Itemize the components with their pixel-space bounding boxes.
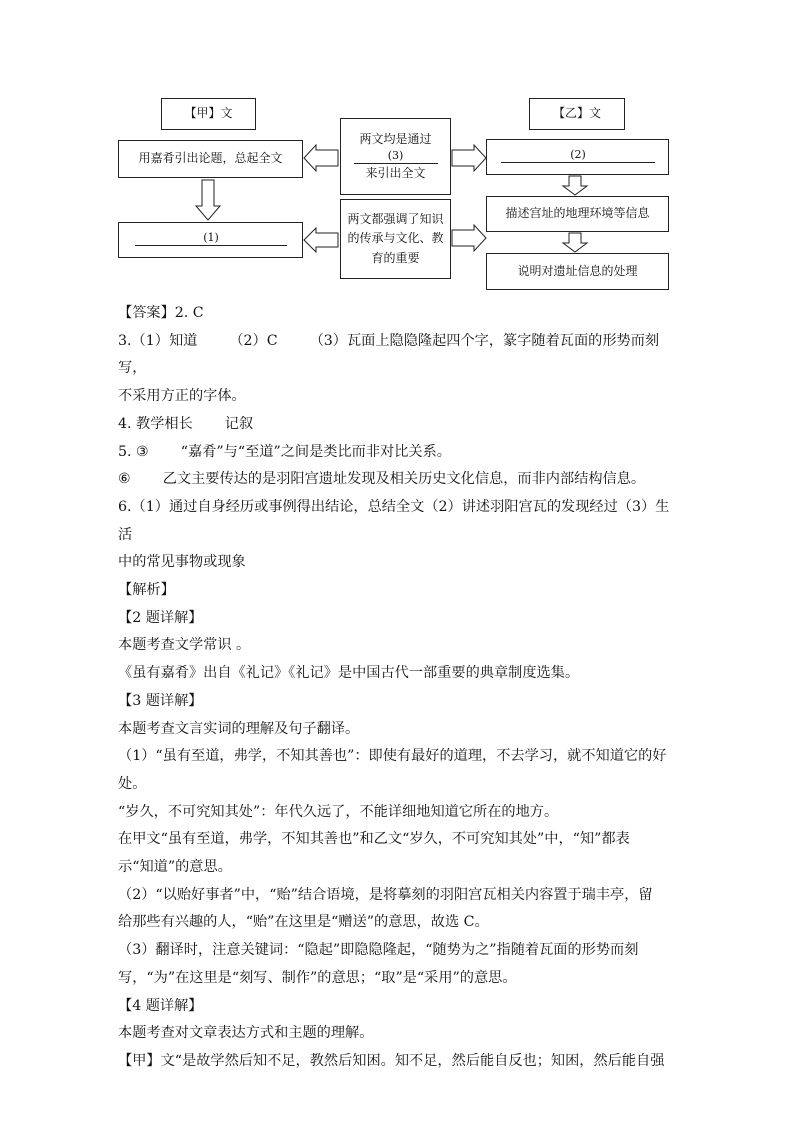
detail-3-p5b: 给那些有兴趣的人，“贻”在这里是“赠送”的意思，故选 C。: [118, 914, 489, 931]
q5-line1: [118, 439, 678, 467]
detail-3-p4b: 示“知道”的意思。: [118, 859, 232, 876]
center-bottom-box: [340, 199, 451, 279]
q3-a: 3.（1）知道: [118, 332, 198, 349]
q5-2-text: 乙文主要传达的是羽阳宫遗址发现及相关历史文化信息，而非内部结构信息。: [162, 471, 646, 488]
center-top-line3: 来引出全文: [365, 166, 426, 180]
detail-2-p1: 本题考查文学常识 。: [118, 637, 251, 654]
q3-line2: 不采用方正的字体。: [118, 388, 246, 405]
down-arrow-icon: [563, 233, 587, 252]
left-arrow-icon: [304, 145, 338, 171]
yi-step3-text: 说明对遗址信息的处理: [517, 263, 638, 278]
detail-3-p3: “岁久，不可究知其处”：年代久远了，不能详细地知道它所在的地方。: [118, 803, 559, 820]
jia-intro-text: 用嘉肴引出论题，总起全文: [138, 151, 283, 166]
down-arrow-icon: [563, 176, 587, 195]
detail-3-label: 【3 题详解】: [118, 692, 203, 709]
q5-2-num: ⑥: [118, 471, 131, 488]
q3-c: （3）瓦面上隐隐隆起四个字，篆字随着瓦面的形势而刻写，: [118, 332, 660, 377]
center-bottom-text: 两文都强调了知识的传承与文化、教育的重要: [347, 212, 444, 265]
yi-step2-text: 描述宫址的地理环境等信息: [505, 206, 650, 221]
detail-4-p1: 本题考查对文章表达方式和主题的理解。: [118, 1025, 374, 1042]
analysis-label: 【解析】: [118, 582, 175, 599]
answer-label: 【答案】2. C: [118, 305, 204, 321]
q4-line: [118, 411, 678, 439]
q4-b: 记叙: [224, 415, 254, 432]
yi-step3-box: [486, 253, 669, 290]
q6-line1: 6.（1）通过自身经历或事例得出结论，总结全文（2）讲述羽阳宫瓦的发现经过（3）生活: [118, 498, 670, 543]
detail-3-p1: 本题考查文言实词的理解及句子翻译。: [118, 720, 360, 737]
left-arrow-icon: [304, 228, 338, 252]
jia-title: 【甲】文: [184, 106, 233, 121]
center-top-blank: (3): [354, 149, 438, 164]
detail-3-p2b: 处。: [118, 775, 147, 792]
q5-line2: [118, 466, 678, 494]
jia-blank-line: (1): [135, 231, 287, 246]
jia-intro-box: [118, 140, 303, 178]
detail-4-label: 【4 题详解】: [118, 997, 203, 1014]
yi-blank-box: [486, 139, 669, 175]
q6-line2: 中的常见事物或现象: [118, 554, 246, 571]
q3-line1: [118, 328, 678, 383]
yi-step2-box: [486, 196, 669, 232]
jia-blank-box: [118, 222, 303, 258]
q5-1-text: “嘉肴”与“至道”之间是类比而非对比关系。: [180, 443, 451, 460]
yi-blank-line: (2): [501, 148, 655, 163]
detail-3-p4a: 在甲文“虽有至道，弗学，不知其善也”和乙文“岁久，不可究知其处”中，“知”都表: [118, 831, 630, 848]
detail-3-p6a: （3）翻译时，注意关键词：“隐起”即隐隐隆起，“随势为之”指随着瓦面的形势而刻: [118, 942, 639, 959]
detail-2-label: 【2 题详解】: [118, 609, 203, 626]
right-arrow-icon: [452, 145, 486, 171]
q3-b: （2）C: [229, 332, 278, 349]
detail-2-p2: 《虽有嘉肴》出自《礼记》《礼记》是中国古代一部重要的典章制度选集。: [118, 665, 580, 682]
detail-4-p2: 【甲】文“是故学然后知不足，教然后知困。知不足，然后能自反也；知困，然后能自强: [118, 1052, 665, 1069]
detail-3-p5a: （2）“以贻好事者”中，“贻”结合语境，是将摹刻的羽阳宫瓦相关内容置于瑞丰亭，留: [118, 886, 653, 903]
center-top-box: [340, 118, 451, 195]
jia-title-box: [161, 98, 256, 130]
down-arrow-icon: [196, 180, 220, 220]
detail-3-p2a: （1）“虽有至道，弗学，不知其善也”：即使有最好的道理，不去学习，就不知道它的好: [118, 748, 667, 765]
yi-title: 【乙】文: [552, 106, 601, 121]
detail-3-p6b: 写，“为”在这里是“刻写、制作”的意思；“取”是“采用”的意思。: [118, 969, 517, 986]
yi-title-box: [529, 98, 625, 130]
answer-content: [118, 300, 678, 1076]
q5-1-num: 5. ③: [118, 443, 149, 460]
right-arrow-icon: [452, 225, 486, 251]
q4-a: 4. 教学相长: [118, 415, 193, 432]
center-top-line1: 两文均是通过: [359, 131, 432, 146]
